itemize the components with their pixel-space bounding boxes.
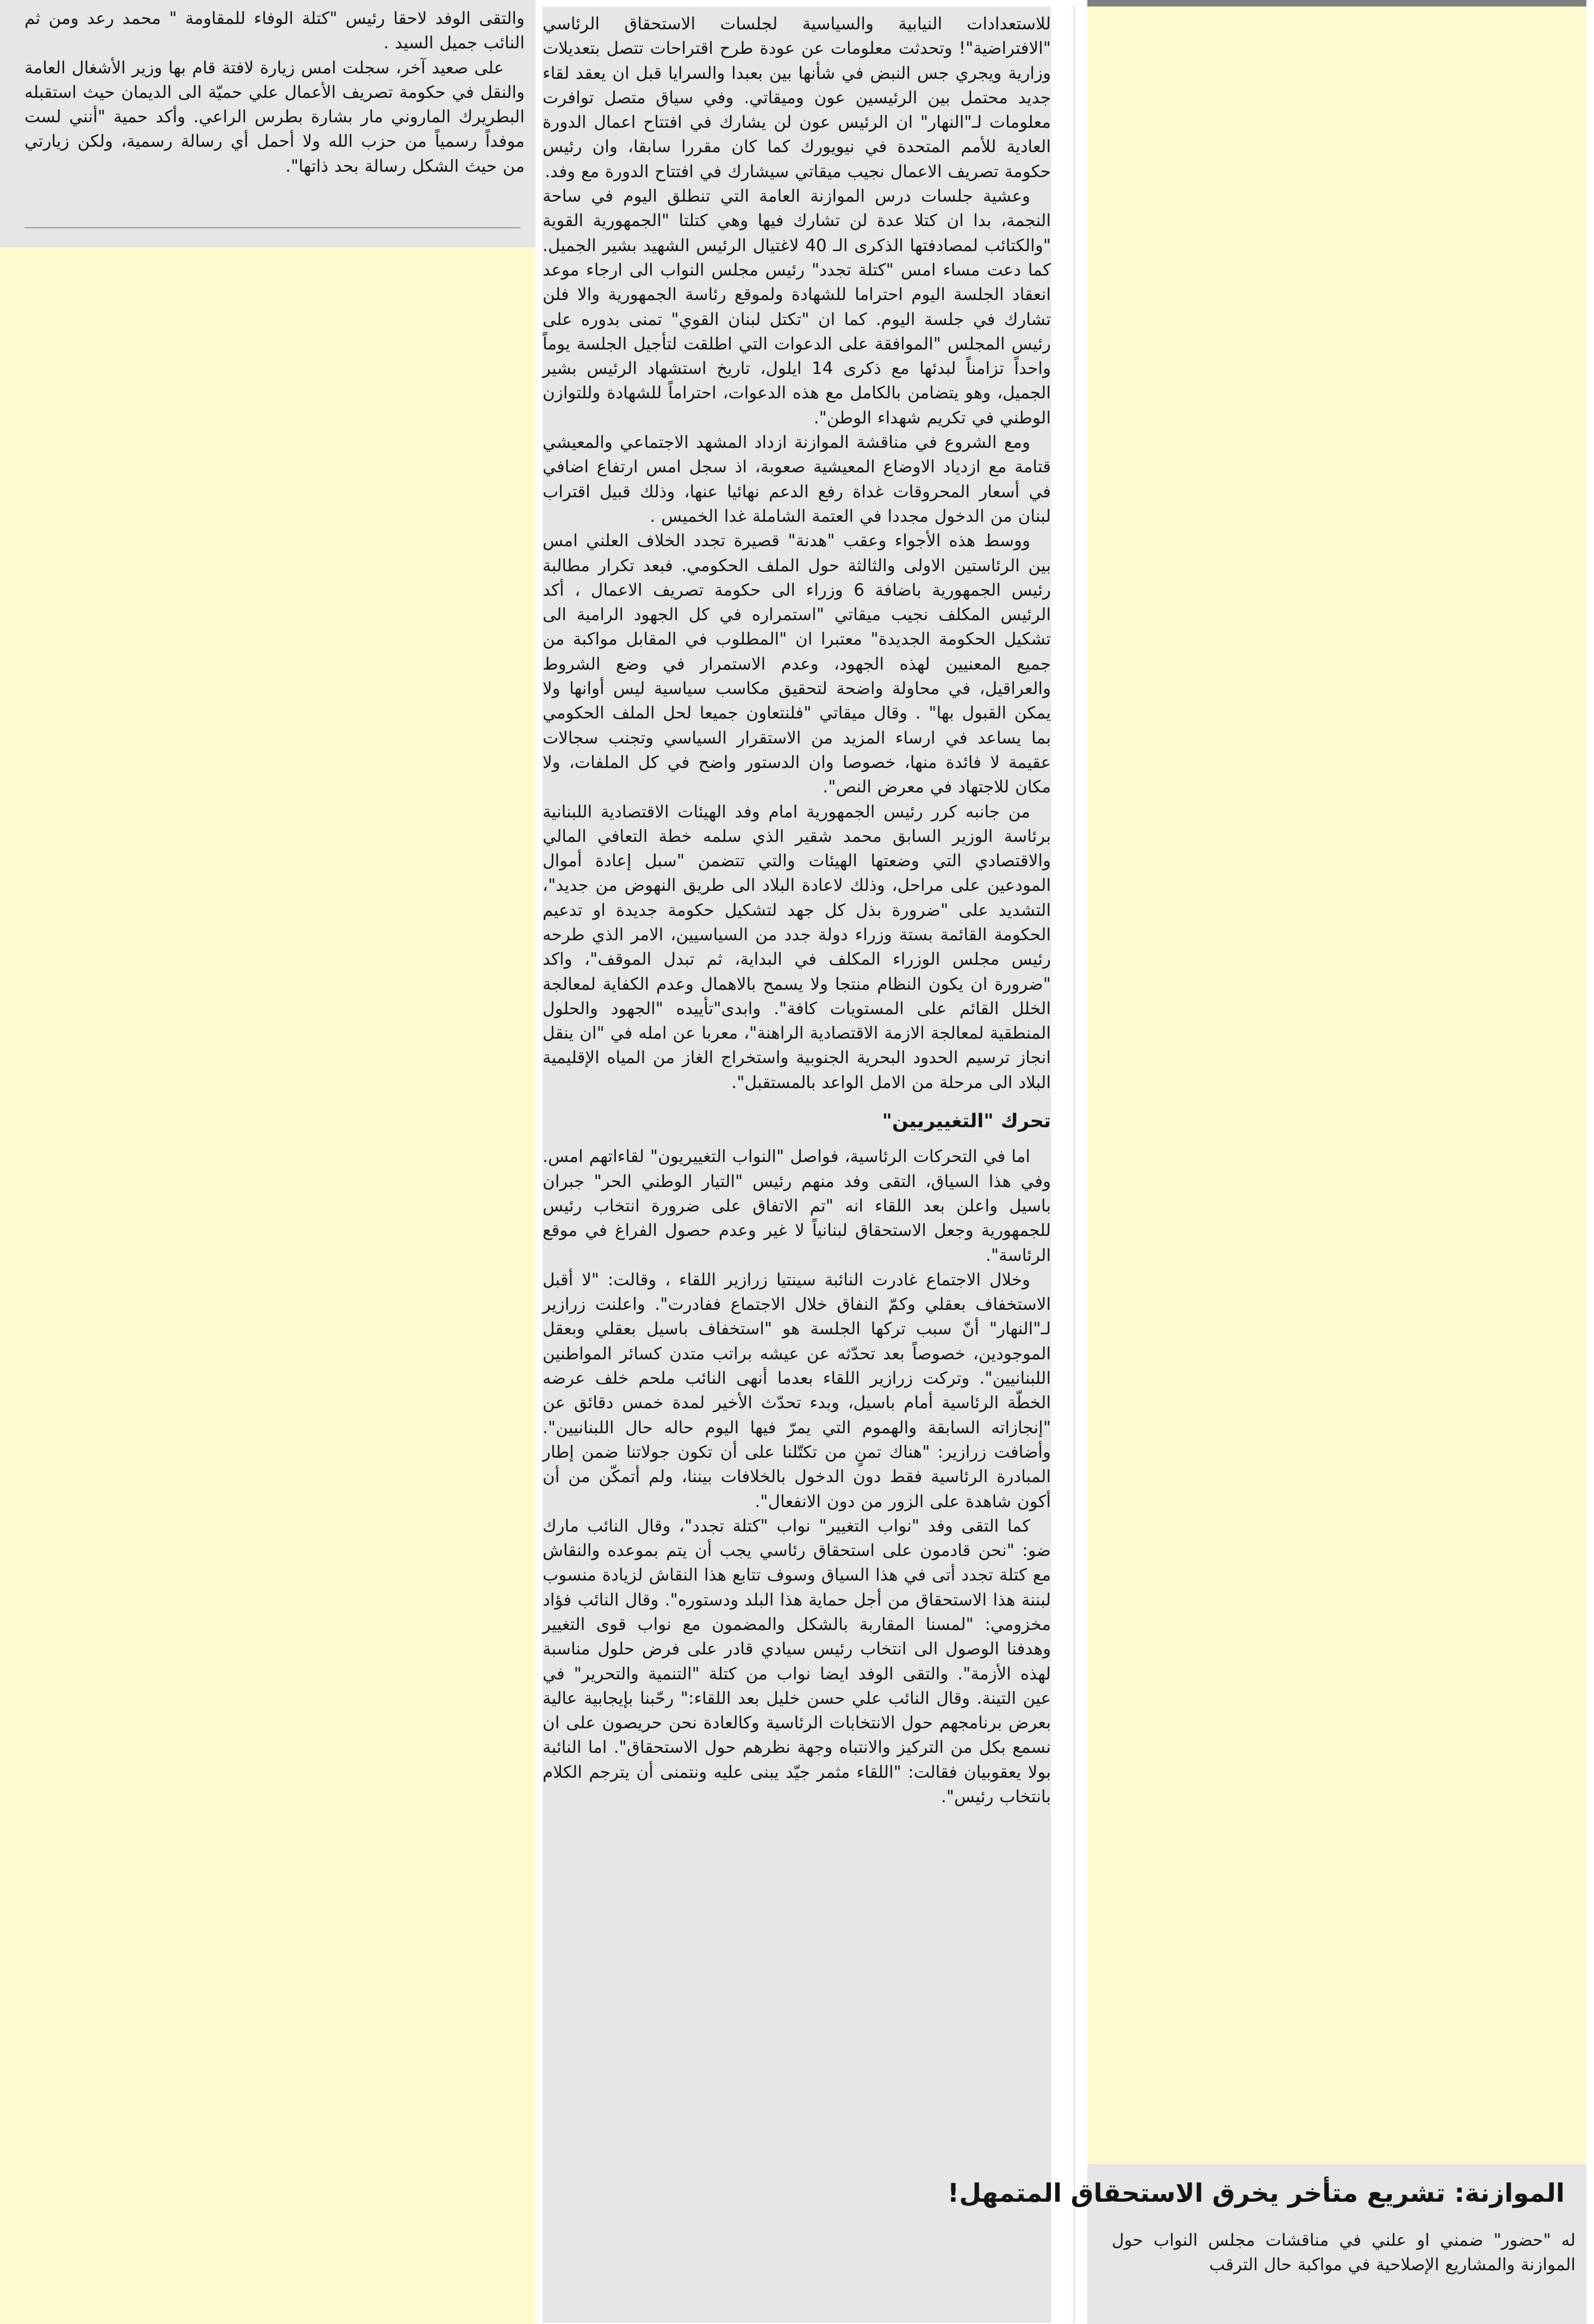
- article-start-column: [947, 2164, 1586, 2324]
- article-main-column: [543, 7, 1051, 2323]
- article-paragraph: وخلال الاجتماع غادرت النائبة سينتيا زرازير اللقاء ، وقالت: "لا أقبل الاستخفاف بعقلي وكمّ النفاق خلال الاجتماع ففادرت". واعلنت زرازير لـ"النهار" أنّ سبب تركها الجلسة هو "استخفاف باسيل بعقلي وبعقل الموجودين، خصوصاً بعد تحدّثه عن عيشه براتب متدن كسائر المواطنين اللبنانيين". وتركت زرازير اللقاء بعدما أنهى النائب ملحم خلف عرضه الخطّة الرئاسية أمام باسيل، وبدء تحدّث الأخير لمدة خمس دقائق عن "إنجازاته السابقة والهموم التي يمرّ فيها اليوم حاله حال اللبنانيين". وأضافت زرازير: "هناك تمنٍ من تكتّلنا على أن تكون جولاتنا ضمن إطار المبادرة الرئاسية فقط دون الدخول بالخلافات بيننا، ولم أتمكّن من أن أكون شاهدة على الزور من دون الانفعال".: [543, 1270, 1051, 1511]
- article-end-rule: [24, 227, 520, 228]
- article-continuation-text: [24, 7, 525, 179]
- article-paragraph: للاستعدادات النيابية والسياسية لجلسات الاستحقاق الرئاسي "الافتراضية"! وتحدثت معلومات عن عودة طرح اقتراحات تتصل بتعديلات وزارية ويجري جس النبض في شأنها بين بعبدا والسرايا قبل ان يعقد لقاء جديد محتمل بين الرئيسين عون وميقاتي. وفي سياق متصل توافرت معلومات لـ"النهار" ان الرئيس عون لن يشارك في افتتاح اعمال الدورة العادية للأمم المتحدة في نيويورك كما كان مقررا سابقا، وان رئيس حكومة تصريف الاعمال نجيب ميقاتي سيشارك في افتتاح الدورة مع وفد.: [543, 14, 1051, 182]
- article-main-text: [543, 12, 1051, 1809]
- article-paragraph: كما التقى وفد "نواب التغيير" نواب "كتلة تجدد"، وقال النائب مارك ضو: "نحن قادمون على استحقاق رئاسي يجب أن يتم بموعده والنقاش مع كتلة تجدد أتى في هذا السياق وسوف تتابع هذا النقاش لزيادة منسوب لبننة هذا الاستحقاق من أجل حماية هذا البلد ودستوره". وقال النائب فؤاد مخزومي: "لمسنا المقاربة بالشكل والمضمون مع نواب قوى التغيير وهدفنا الوصول الى انتخاب رئيس سيادي قادر على فرض حلول مناسبة لهذه الأزمة". والتقى الوفد ايضا نواب من كتلة "التنمية والتحرير" في عين التينة. وقال النائب علي حسن خليل بعد اللقاء:" رحّبنا بإيجابية عالية بعرض برنامجهم حول الانتخابات الرئاسية وكالعادة نحن حريصون على ان نسمع بكل من التركيز والانتباه وجهة نظرهم حول الاستحقاق". اما النائبة بولا يعقوبيان فقالت: "اللقاء مثمر جيّد يبنى عليه ونتمنى أن يترجم الكلام بانتخاب رئيس".: [543, 1516, 1051, 1807]
- advertisement-top-bar: [1087, 0, 1586, 7]
- article-headline: الموازنة: تشريع متأخر يخرق الاستحقاق المتمهل!: [947, 2178, 1565, 2208]
- advertisement-space-left: [0, 247, 536, 2324]
- column-divider: [1074, 7, 1075, 2323]
- article-lead-text: [1112, 2228, 1576, 2278]
- article-paragraph: والتقى الوفد لاحقا رئيس "كتلة الوفاء للمقاومة " محمد رعد ومن ثم النائب جميل السيد .: [24, 9, 525, 53]
- article-subheading: تحرك "التغييريين": [882, 1110, 1051, 1133]
- article-paragraph: له "حضور" ضمني او علني في مناقشات مجلس النواب حول الموازنة والمشاريع الإصلاحية في مواكبة حال الترقب: [1112, 2231, 1576, 2275]
- article-paragraph: ومع الشروع في مناقشة الموازنة ازداد المشهد الاجتماعي والمعيشي قتامة مع ازدياد الاوضاع المعيشية صعوبة، اذ سجل امس ارتفاع اضافي في أسعار المحروقات غداة رفع الدعم نهائيا عنها، وذلك قبيل اقتراب لبنان من الدخول مجددا في العتمة الشاملة غدا الخميس .: [543, 433, 1051, 526]
- article-paragraph: وعشية جلسات درس الموازنة العامة التي تنطلق اليوم في ساحة النجمة، بدا ان كتلا عدة لن تشارك فيها وهي كتلتا "الجمهورية القوية "والكتائب لمصادفتها الذكرى الـ 40 لاغتيال الرئيس الشهيد بشير الجميل. كما دعت مساء امس "كتلة تجدد" رئيس مجلس النواب الى ارجاء موعد انعقاد الجلسة اليوم احتراما للشهادة ولموقع رئاسة الجمهورية والا فلن تشارك في جلسة اليوم. كما ان "تكتل لبنان القوي" تمنى بدوره على رئيس المجلس "الموافقة على الدعوات التي اطلقت لتأجيل الجلسة يوماً واحداً تزامناً لبدئها مع ذكرى 14 ايلول، تاريخ استشهاد الرئيس بشير الجميل، وهو يتضامن بالكامل مع هذه الدعوات، احتراماً للشهادة وللتوازن الوطني في تكريم شهداء الوطن".: [543, 186, 1051, 428]
- article-paragraph: ووسط هذه الأجواء وعقب "هدنة" قصيرة تجدد الخلاف العلني امس بين الرئاستين الاولى والثالثة حول الملف الحكومي. فبعد تكرار مطالبة رئيس الجمهورية باضافة 6 وزراء الى حكومة تصريف الاعمال ، أكد الرئيس المكلف نجيب ميقاتي "استمراره في كل الجهود الرامية الى تشكيل الحكومة الجديدة" معتبرا ان "المطلوب في المقابل مواكبة من جميع المعنيين لهذه الجهود، وعدم الاستمرار في وضع الشروط والعراقيل، في محاولة واضحة لتحقيق مكاسب سياسية ليس أوانها ولا يمكن القبول بها" . وقال ميقاتي "فلنتعاون جميعا لحل الملف الحكومي بما يساعد في ارساء المزيد من الاستقرار السياسي وتجنب سجالات عقيمة لا فائدة منها، خصوصا وان الدستور واضح في كل الملفات، ولا مكان للاجتهاد في معرض النص".: [543, 531, 1051, 797]
- article-paragraph: على صعيد آخر، سجلت امس زيارة لافتة قام بها وزير الأشغال العامة والنقل في حكومة تصريف الأعمال علي حميّة الى الديمان حيث استقبله البطريرك الماروني مار بشارة بطرس الراعي. وأكد حمية "أنني لست موفداً رسمياً من حزب الله ولا أحمل أي رسالة رسمية، ولكن زيارتي من حيث الشكل رسالة بحد ذاتها".: [24, 58, 525, 176]
- advertisement-space-right: [1087, 7, 1586, 2164]
- article-paragraph: من جانبه كرر رئيس الجمهورية امام وفد الهيئات الاقتصادية اللبنانية برئاسة الوزير السابق محمد شقير الذي سلمه خطة التعافي المالي والاقتصادي التي وضعتها الهيئات والتي تتضمن "سبل إعادة أموال المودعين على مراحل، وذلك لاعادة البلاد الى طريق النهوض من جديد"، التشديد على "ضرورة بذل كل جهد لتشكيل حكومة جديدة او تدعيم الحكومة القائمة بستة وزراء دولة جدد من السياسيين، الامر الذي طرحه رئيس مجلس الوزراء المكلف في البداية، ثم تبدل الموقف"، واكد "ضرورة ان يكون النظام منتجا ولا يسمح بالاهمال وعدم الكفاية لمعالجة الخلل القائم على المستويات كافة". وابدى"تأييده "الجهود والحلول المنطقية لمعالجة الازمة الاقتصادية الراهنة"، معربا عن امله في "ان ينقل انجاز ترسيم الحدود البحرية الجنوبية واستخراج الغاز من المياه الإقليمية البلاد الى مرحلة من الامل الواعد بالمستقبل".: [543, 802, 1051, 1092]
- article-paragraph: اما في التحركات الرئاسية، فواصل "النواب التغييريون" لقاءاتهم امس. وفي هذا السياق، التقى وفد منهم رئيس "التيار الوطني الحر" جبران باسيل واعلن بعد اللقاء انه "تم الاتفاق على ضرورة انتخاب رئيس للجمهورية وجعل الاستحقاق لبنانياً لا غير وعدم حصول الفراغ في موقع الرئاسة".: [543, 1147, 1051, 1265]
- article-continuation-column: [0, 0, 536, 247]
